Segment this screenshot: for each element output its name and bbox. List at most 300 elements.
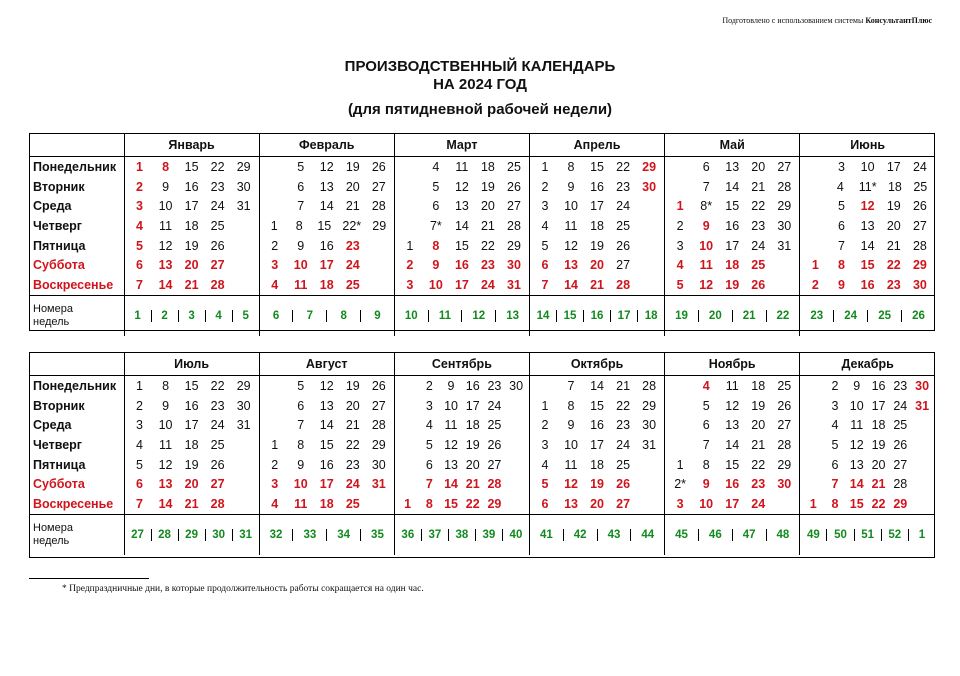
- day-number: 7*: [429, 218, 442, 233]
- day-number: 10: [564, 437, 578, 452]
- day-number: 4: [136, 218, 143, 233]
- day-number: 27: [507, 199, 521, 214]
- day-number: 6: [838, 218, 845, 233]
- month-week-cell: [394, 474, 529, 494]
- week-number: 7: [292, 310, 326, 322]
- day-number: 1: [676, 457, 684, 472]
- day-number: 18: [184, 218, 199, 233]
- day-number: 1: [541, 398, 549, 413]
- day-number: 26: [616, 238, 631, 253]
- day-number: 16: [725, 218, 740, 233]
- day-number: 30: [509, 378, 524, 393]
- day-number: 2: [541, 179, 549, 194]
- day-number: [915, 418, 929, 432]
- day-number: 17: [725, 496, 740, 511]
- day-number: 7: [838, 238, 845, 253]
- month-name: Март: [394, 133, 529, 157]
- week-number: 36: [401, 528, 415, 541]
- day-number: 8: [831, 496, 839, 511]
- month-week-cell: [124, 396, 259, 416]
- month-week-cell: [800, 255, 935, 275]
- weekday-label: Суббота: [33, 477, 85, 492]
- day-number: 14: [725, 179, 740, 194]
- day-number: 10: [444, 398, 458, 413]
- day-number: 14: [849, 477, 864, 492]
- week-number: 14: [536, 309, 550, 322]
- day-number: 1: [406, 238, 414, 253]
- day-number: 22*: [342, 218, 362, 233]
- month-week-cell: [124, 435, 259, 455]
- day-number: 17: [184, 199, 199, 214]
- day-number: 10: [293, 258, 308, 273]
- day-number: [673, 418, 687, 432]
- month-name: Январь: [124, 133, 259, 157]
- day-number: [237, 438, 251, 452]
- day-number: 11: [455, 159, 469, 174]
- day-number: 28: [487, 477, 502, 492]
- month-week-cell: [394, 236, 529, 256]
- day-number: 29: [371, 437, 386, 452]
- day-number: 27: [371, 398, 386, 413]
- day-number: 13: [860, 218, 875, 233]
- day-number: 4: [136, 437, 143, 452]
- day-number: 21: [184, 277, 199, 292]
- day-number: 10: [158, 418, 173, 433]
- day-number: 9: [567, 418, 575, 433]
- day-number: 15: [184, 159, 199, 174]
- day-number: 7: [136, 277, 143, 292]
- day-number: 6: [831, 457, 839, 472]
- day-number: 21: [345, 418, 360, 433]
- day-number: 9: [297, 238, 305, 253]
- day-number: 12: [564, 238, 578, 253]
- month-week-cell: [124, 455, 259, 475]
- week-number: 34: [326, 529, 360, 541]
- day-number: [403, 180, 417, 194]
- day-number: 25: [487, 418, 502, 433]
- day-number: 2: [676, 218, 684, 233]
- day-number: 10: [860, 159, 875, 174]
- day-number: 23: [345, 457, 360, 472]
- month-week-cell: [529, 196, 664, 216]
- day-number: 9: [702, 218, 710, 233]
- day-number: 9: [567, 179, 575, 194]
- prepared-note: [722, 16, 932, 25]
- day-number: 26: [371, 378, 386, 393]
- day-number: 17: [590, 199, 604, 214]
- day-number: 14: [860, 238, 875, 253]
- day-number: 23: [886, 277, 901, 292]
- day-number: [372, 239, 386, 253]
- month-week-cell: [394, 216, 529, 236]
- month-week-cell: [529, 157, 664, 177]
- day-number: 1: [676, 199, 684, 214]
- day-number: [806, 477, 820, 491]
- day-number: 10: [849, 398, 864, 413]
- day-number: [401, 418, 415, 432]
- day-number: 5: [297, 159, 305, 174]
- month-week-cell: [124, 494, 259, 514]
- day-number: 28: [777, 437, 792, 452]
- day-number: [509, 477, 523, 491]
- day-number: 28: [210, 277, 225, 292]
- week-number: 41: [539, 528, 553, 541]
- day-number: 12: [454, 179, 469, 194]
- month-week-cell: [394, 455, 529, 475]
- month-name: Июль: [124, 352, 259, 376]
- day-number: 5: [136, 457, 143, 472]
- day-number: 16: [465, 378, 480, 393]
- day-number: [806, 399, 820, 413]
- day-number: 20: [184, 258, 199, 273]
- day-number: 26: [487, 437, 502, 452]
- month-week-cell: [124, 236, 259, 256]
- day-number: [642, 497, 656, 511]
- day-number: 30: [642, 179, 657, 194]
- week-number: 20: [698, 310, 732, 322]
- day-number: 28: [912, 238, 927, 253]
- day-number: [372, 278, 386, 292]
- month-week-cell: [800, 157, 935, 177]
- day-number: 30: [236, 179, 251, 194]
- day-number: 16: [590, 179, 604, 194]
- day-number: 10: [699, 238, 714, 253]
- month-name: Октябрь: [529, 352, 664, 376]
- day-number: 13: [849, 457, 864, 472]
- month-week-cell: [124, 196, 259, 216]
- weekday-label: Среда: [33, 418, 72, 433]
- day-number: 26: [507, 179, 521, 194]
- week-number: 22: [766, 310, 800, 322]
- day-number: 2: [271, 238, 279, 253]
- day-number: 6: [541, 258, 549, 273]
- month-week-cell: [665, 157, 800, 177]
- day-number: 21: [480, 218, 495, 233]
- day-number: 23: [893, 378, 908, 393]
- day-number: 15: [184, 378, 199, 393]
- month-week-cell: [800, 275, 935, 295]
- day-number: 3: [425, 398, 433, 413]
- day-number: 10: [158, 199, 173, 214]
- day-number: 24: [345, 258, 360, 273]
- day-number: 29: [487, 496, 502, 511]
- day-number: 3: [676, 496, 684, 511]
- day-number: 14: [725, 437, 740, 452]
- month-name: Июнь: [800, 133, 935, 157]
- month-week-cell: [394, 275, 529, 295]
- day-number: 9: [162, 179, 170, 194]
- footnote-divider: [29, 578, 149, 579]
- day-number: [268, 399, 282, 413]
- day-number: 19: [345, 378, 360, 393]
- day-number: [642, 458, 656, 472]
- week-numbers-cell: [800, 295, 935, 336]
- day-number: 5: [425, 437, 433, 452]
- day-number: 8: [295, 218, 303, 233]
- day-number: 4: [541, 218, 549, 233]
- day-number: 19: [184, 457, 199, 472]
- week-number: 24: [833, 310, 867, 322]
- day-number: [509, 418, 523, 432]
- page-title: [0, 58, 960, 119]
- week-number: 1: [908, 529, 935, 541]
- day-number: 13: [725, 418, 740, 433]
- day-number: 9: [447, 378, 455, 393]
- day-number: 18: [319, 277, 334, 292]
- day-number: 10: [564, 199, 578, 214]
- day-number: 31: [507, 277, 521, 292]
- day-number: 19: [465, 437, 480, 452]
- day-number: 8: [702, 457, 710, 472]
- month-week-cell: [529, 255, 664, 275]
- week-number: 46: [698, 529, 732, 541]
- day-number: 30: [507, 258, 521, 273]
- day-number: 21: [751, 437, 766, 452]
- month-week-cell: [529, 415, 664, 435]
- week-number: 8: [326, 310, 360, 322]
- week-number: 38: [448, 529, 475, 541]
- header-blank: [29, 352, 124, 376]
- week-number: 4: [205, 310, 232, 322]
- day-number: 4: [702, 378, 710, 393]
- day-number: [268, 199, 282, 213]
- day-number: 25: [345, 496, 360, 511]
- day-number: [808, 199, 822, 213]
- day-number: 3: [831, 398, 839, 413]
- day-number: 23: [487, 378, 502, 393]
- day-number: 17: [319, 477, 334, 492]
- month-week-cell: [665, 396, 800, 416]
- day-number: 28: [371, 418, 386, 433]
- day-number: 19: [871, 437, 886, 452]
- day-number: 27: [210, 477, 225, 492]
- day-number: 7: [425, 477, 433, 492]
- month-week-cell: [665, 196, 800, 216]
- month-week-cell: [124, 157, 259, 177]
- month-week-cell: [394, 415, 529, 435]
- day-number: 29: [893, 496, 908, 511]
- day-number: 22: [751, 457, 766, 472]
- brand-name: КонсультантПлюс: [865, 16, 932, 25]
- month-name: Февраль: [259, 133, 394, 157]
- day-number: 15: [725, 457, 740, 472]
- week-number: 16: [583, 310, 610, 322]
- day-number: 29: [236, 378, 251, 393]
- day-number: 20: [590, 258, 604, 273]
- day-number: 9: [853, 378, 861, 393]
- month-week-cell: [529, 236, 664, 256]
- day-number: [372, 258, 386, 272]
- day-number: 13: [158, 258, 173, 273]
- day-number: [806, 438, 820, 452]
- week-number: 52: [881, 529, 908, 541]
- day-number: [268, 180, 282, 194]
- month-name: Август: [259, 352, 394, 376]
- day-number: 7: [567, 378, 575, 393]
- day-number: 18: [725, 258, 740, 273]
- weekday-label: Воскресенье: [33, 496, 114, 511]
- day-number: 1: [136, 159, 143, 174]
- day-number: 21: [616, 378, 631, 393]
- day-number: 12: [699, 277, 714, 292]
- day-number: 30: [236, 398, 251, 413]
- month-week-cell: [259, 396, 394, 416]
- day-number: 11: [294, 496, 308, 511]
- day-number: 15: [454, 238, 469, 253]
- day-number: 7: [702, 179, 710, 194]
- day-number: 15: [444, 496, 458, 511]
- title-line3: (для пятидневной рабочей недели): [347, 101, 613, 118]
- month-week-cell: [665, 216, 800, 236]
- day-number: [509, 438, 523, 452]
- header-blank: [29, 133, 124, 157]
- week-number: 13: [495, 310, 529, 322]
- day-number: 21: [886, 238, 901, 253]
- title-line2: НА 2024 ГОД: [433, 76, 527, 93]
- day-number: 29: [642, 398, 657, 413]
- day-number: 12: [860, 199, 875, 214]
- day-number: 19: [751, 398, 766, 413]
- day-number: 17: [886, 159, 901, 174]
- day-number: 5: [297, 378, 305, 393]
- day-number: 17: [465, 398, 480, 413]
- day-number: [808, 160, 822, 174]
- day-number: 20: [184, 477, 199, 492]
- day-number: 7: [136, 496, 143, 511]
- day-number: 22: [886, 258, 901, 273]
- day-number: 29: [507, 238, 521, 253]
- day-number: 18: [184, 437, 199, 452]
- day-number: 29: [372, 218, 387, 233]
- day-number: 12: [444, 437, 458, 452]
- day-number: 22: [210, 159, 225, 174]
- week-numbers-cell: [124, 295, 259, 336]
- week-number: 23: [810, 309, 824, 322]
- day-number: 12: [319, 378, 334, 393]
- day-number: 4: [541, 457, 549, 472]
- day-number: 21: [590, 277, 604, 292]
- day-number: 26: [210, 238, 225, 253]
- day-number: 1: [809, 496, 817, 511]
- day-number: 30: [642, 418, 657, 433]
- day-number: 6: [702, 418, 710, 433]
- day-number: 26: [777, 398, 792, 413]
- day-number: 2: [271, 457, 279, 472]
- week-number: 31: [232, 529, 259, 541]
- day-number: [806, 418, 820, 432]
- day-number: 21: [871, 477, 886, 492]
- day-number: 28: [777, 179, 792, 194]
- day-number: 19: [345, 159, 360, 174]
- day-number: 17: [590, 437, 604, 452]
- day-number: 24: [751, 238, 766, 253]
- day-number: 2*: [674, 477, 687, 492]
- day-number: 4: [836, 179, 844, 194]
- day-number: [401, 458, 415, 472]
- day-number: 12: [725, 398, 740, 413]
- month-name: Ноябрь: [665, 352, 800, 376]
- week-numbers-cell: [394, 295, 529, 336]
- day-number: 14: [564, 277, 578, 292]
- day-number: 18: [590, 457, 604, 472]
- month-week-cell: [529, 455, 664, 475]
- day-number: 8: [297, 437, 305, 452]
- day-number: 7: [831, 477, 839, 492]
- day-number: 17: [319, 258, 334, 273]
- day-number: 17: [184, 418, 199, 433]
- day-number: 16: [319, 238, 334, 253]
- day-number: 23: [616, 179, 631, 194]
- day-number: 3: [136, 199, 143, 214]
- day-number: 20: [590, 496, 604, 511]
- day-number: [268, 379, 282, 393]
- day-number: 18: [319, 496, 334, 511]
- day-number: 13: [564, 258, 578, 273]
- day-number: [237, 239, 251, 253]
- day-number: 25: [507, 159, 521, 174]
- day-number: 3: [271, 477, 279, 492]
- month-week-cell: [124, 216, 259, 236]
- day-number: 2: [811, 277, 819, 292]
- day-number: 11: [564, 218, 578, 233]
- title-line1: ПРОИЗВОДСТВЕННЫЙ КАЛЕНДАРЬ: [344, 58, 616, 75]
- day-number: 4: [831, 418, 839, 433]
- day-number: 8: [432, 238, 440, 253]
- day-number: 25: [616, 218, 631, 233]
- day-number: [915, 438, 929, 452]
- day-number: 4: [271, 496, 279, 511]
- day-number: 28: [371, 199, 386, 214]
- weekday-label: Вторник: [33, 179, 85, 194]
- month-week-cell: [259, 474, 394, 494]
- week-number: 39: [475, 529, 502, 541]
- day-number: 4: [425, 418, 433, 433]
- weekday-label: Вторник: [33, 398, 85, 413]
- day-number: 15: [590, 398, 604, 413]
- day-number: 20: [480, 199, 495, 214]
- week-number: 25: [867, 310, 901, 322]
- month-week-cell: [665, 275, 800, 295]
- day-number: 27: [616, 496, 631, 511]
- day-number: 25: [345, 277, 360, 292]
- day-number: 31: [236, 418, 251, 433]
- month-week-cell: [665, 455, 800, 475]
- week-number: 35: [360, 529, 394, 541]
- day-number: 19: [886, 199, 901, 214]
- day-number: 11: [159, 218, 173, 233]
- footnote: * Предпраздничные дни, в которые продолжительность работы сокращается на один час.: [62, 584, 424, 594]
- month-week-cell: [394, 157, 529, 177]
- day-number: 26: [751, 277, 766, 292]
- week-numbers-cell: [394, 514, 529, 555]
- month-week-cell: [665, 236, 800, 256]
- day-number: 6: [136, 477, 143, 492]
- month-week-cell: [665, 494, 800, 514]
- day-number: [777, 258, 791, 272]
- week-numbers-cell: [259, 514, 394, 555]
- day-number: 25: [210, 437, 225, 452]
- day-number: 13: [319, 179, 334, 194]
- day-number: 25: [913, 179, 928, 194]
- week-numbers-cell: [665, 295, 800, 336]
- week-number: 37: [421, 529, 448, 541]
- day-number: 21: [345, 199, 360, 214]
- prepared-note-prefix: Подготовлено с использованием системы: [722, 16, 866, 25]
- day-number: 24: [912, 159, 927, 174]
- day-number: 31: [371, 477, 386, 492]
- day-number: 2: [136, 398, 143, 413]
- month-week-cell: [800, 435, 935, 455]
